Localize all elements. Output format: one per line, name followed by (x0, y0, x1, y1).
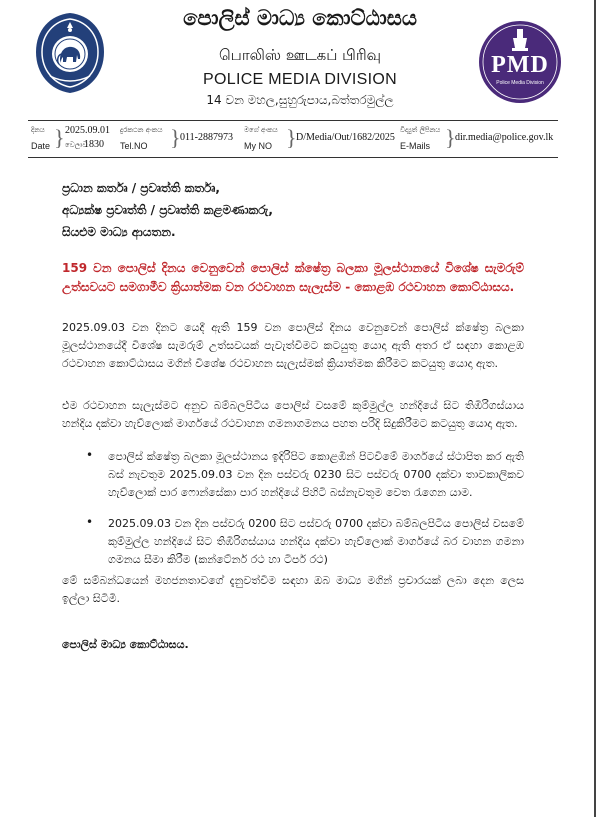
reference-number-value: D/Media/Out/1682/2025 (296, 132, 395, 143)
header-title-sinhala: පොලිස් මාධ්‍ය කොට්ඨාසය (183, 6, 417, 30)
brace-divider: } (286, 125, 297, 150)
myno-label-english: My NO (244, 141, 272, 151)
myno-label-sinhala: මගේ අංකය (244, 126, 278, 134)
subject-heading: 159 වන පොලිස් දිනය වෙනුවෙන් පොලිස් ක්ෂේත්‍ර බලකා මූලස්ථානයේ විශේෂ සැමරුම් උත්සවයට සමගාමීව ක්‍රියාත්මක වන රථවාහන සැලැස්ම - කොළඹ රථවාහන කොට්ඨාසය. (62, 261, 524, 294)
email-value: dir.media@police.gov.lk (455, 132, 554, 143)
tel-label-sinhala: දුරකථන අංකය (120, 126, 163, 134)
tel-value: 011-2887973 (180, 132, 233, 143)
pmd-logo-subtitle: Police Media Division (496, 80, 544, 86)
addressee-line: සියළුම මාධ්‍ය ආයතන. (62, 225, 176, 239)
header-title-tamil: பொலிஸ் ஊடகப் பிரிவு (218, 46, 381, 64)
date-label-sinhala: දිනය (31, 126, 45, 134)
date-value: 2025.09.01 (65, 125, 110, 136)
brace-divider: } (445, 125, 456, 150)
email-label-english: E-Mails (400, 141, 431, 151)
time-value: 1830 (84, 139, 104, 150)
signature-line: පොලිස් මාධ්‍ය කොට්ඨාසය. (62, 638, 189, 651)
brace-divider: } (54, 125, 65, 150)
pmd-logo-text: PMD (491, 52, 549, 78)
addressee-line: අධ්‍යක්ෂ ප්‍රවෘත්ති / ප්‍රවෘත්ති කළමණාකරු, (62, 203, 273, 217)
body-paragraph: 2025.09.03 වන දිනට යෙදී ඇති 159 වන පොලිස් දිනය වෙනුවෙන් පොලිස් ක්ෂේත්‍ර බලකා මූලස්ථානයේදී විශේෂ සැමරුම් උත්සවයක් පැවැත්වීමට කටයුතු යොදා ඇති අතර ඒ සඳහා කොළඹ රථවාහන කොට්ඨාසය මගින් විශේෂ රථවාහන සැලැස්මක් ක්‍රියාත්මක කිරීමට කටයුතු යොදා ඇත. (62, 321, 524, 370)
page-edge-line (594, 0, 596, 817)
header-title-english: POLICE MEDIA DIVISION (203, 71, 397, 88)
bullet-point-icon: • (86, 515, 94, 529)
header-address: 14 වන මහල,සුහුරුපාය,බත්තරමුල්ල (206, 93, 394, 107)
addressee-line: ප්‍රධාන කර්තෘ / ප්‍රවෘත්ති කර්තෘ, (62, 181, 220, 195)
bullet-item: පොලිස් ක්ෂේත්‍ර බලකා මූලස්ථානය ඉදිරිපිට කොළඹින් පිටවීමේ මාර්ගයේ ස්ථාපිත කර ඇති බස් නැවතුම 2025.09.03 වන දින පස්වරු 0230 සිට පස්වරු 0700 දක්වා තාවකාලිකව හැව්ලොක් පාර ෆොන්සේකා පාර හන්දියේ පිහිටි බස්නැවතුම වෙත රැගෙන යාම. (108, 450, 524, 499)
police-emblem-icon (30, 10, 110, 96)
date-label-english: Date (31, 141, 51, 151)
brace-divider: } (170, 125, 181, 150)
bullet-item: 2025.09.03 වන දින පස්වරු 0200 සිට පස්වරු 0700 දක්වා බම්බලපිටිය පොලිස් වසමේ කුම්මුල්ල හන්දියේ සිට තිඹිරිගස්යාය හන්දිය දක්වා හැව්ලොක් මාර්ගයේ බර වාහන ගමනා ගමනය සීමා කිරීම (කන්ටේනර් රථ හා ටිපර් රථ) (108, 517, 524, 566)
reference-info-bar (28, 120, 558, 158)
closing-paragraph: මේ සම්බන්ධයෙන් මහජනතාවගේ දැනුවත්වීම සඳහා ඔබ මාධ්‍ය මගින් ප්‍රචාරයක් ලබා දෙන ලෙස ඉල්ලා සිටිමි. (62, 574, 524, 605)
tel-label-english: Tel.NO (120, 141, 148, 151)
bullet-point-icon: • (86, 448, 94, 462)
body-paragraph: එම රථවාහන සැලැස්මට අනුව බම්බලපිටිය පොලිස් වසමේ කුම්මුල්ල හන්දියේ සිට තිඹිරිගස්යාය හන්දිය දක්වා හැව්ලොක් මාර්ගයේ රථවාහන ගමනාගමනය පහත පරිදි සිදුකිරීමට කටයුතු යොදා ඇත. (62, 399, 524, 430)
email-label-sinhala: විද්‍යුත් ලිපිනය (400, 126, 441, 134)
time-label: වෙලාව (65, 141, 88, 149)
